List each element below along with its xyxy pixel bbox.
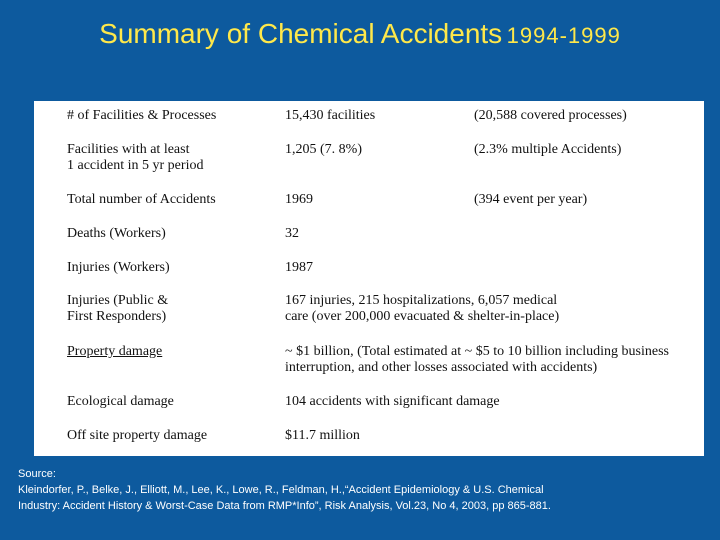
row-value: 15,430 facilities	[285, 108, 376, 123]
row-value: 1,205 (7. 8%)	[285, 142, 362, 157]
source-heading: Source:	[18, 468, 56, 480]
row-value: $11.7 million	[285, 428, 360, 443]
row-label: Property damage	[67, 344, 163, 359]
row-label: Injuries (Public & First Responders)	[67, 293, 169, 324]
row-value: ~ $1 billion, (Total estimated at ~ $5 to 10 billion including business interruption, and other losses associated with accidents)	[285, 344, 669, 375]
row-extra: (2.3% multiple Accidents)	[474, 142, 622, 157]
row-value: 1987	[285, 260, 313, 275]
row-label: Off site property damage	[67, 428, 208, 443]
row-label: Total number of Accidents	[67, 192, 216, 207]
row-value: 104 accidents with significant damage	[285, 394, 500, 409]
slide-title	[0, 18, 720, 50]
row-label: Facilities with at least 1 accident in 5 yr period	[67, 142, 204, 173]
row-label: # of Facilities & Processes	[67, 108, 217, 123]
row-extra: (394 event per year)	[474, 192, 588, 207]
row-value: 1969	[285, 192, 313, 207]
source-line-2: Industry: Accident History & Worst-Case Data from RMP*Info”, Risk Analysis, Vol.23, No 4, 2003, pp 865-881.	[18, 500, 551, 512]
slide-title-main: Summary of Chemical Accidents	[99, 18, 503, 49]
slide-title-years: 1994-1999	[506, 23, 621, 48]
accident-summary-table	[34, 101, 704, 456]
row-label: Injuries (Workers)	[67, 260, 170, 275]
row-label: Ecological damage	[67, 394, 174, 409]
row-value: 32	[285, 226, 299, 241]
row-value: 167 injuries, 215 hospitalizations, 6,057 medical care (over 200,000 evacuated & shelter-in-place)	[285, 293, 560, 324]
row-extra: (20,588 covered processes)	[474, 108, 627, 123]
row-label: Deaths (Workers)	[67, 226, 166, 241]
source-line-1: Kleindorfer, P., Belke, J., Elliott, M., Lee, K., Lowe, R., Feldman, H.,“Accident Epidemiology & U.S. Chemical	[18, 484, 544, 496]
source-citation	[18, 466, 708, 514]
